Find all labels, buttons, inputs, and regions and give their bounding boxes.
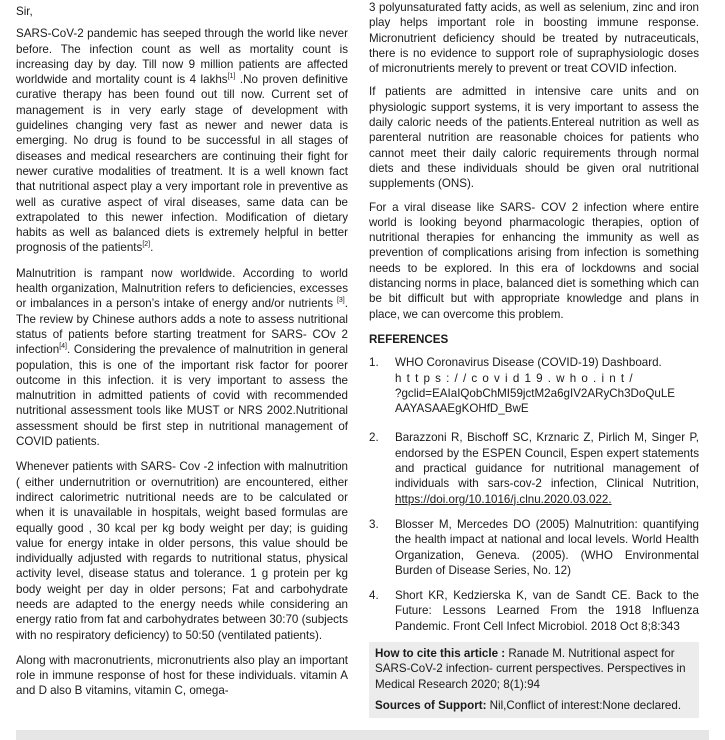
citation-box [369, 642, 699, 718]
sources-of-support-label: Sources of Support: [375, 698, 487, 712]
sources-of-support-text: Nil,Conflict of interest:None declared. [486, 698, 682, 712]
paragraph-6: If patients are admitted in intensive care units and on physiologic support systems, it is very important to assess the daily caloric needs of the patients.Entereal nutrition as well as parenteral nutrition are reasonable choices for patients who cannot meet their daily caloric requirements through normal diets and these individuals should be given oral nutritional supplements (ONS). [369, 85, 699, 191]
citation-4: [4] [59, 343, 67, 351]
reference-url-query[interactable]: ?gclid=EAIaIQobChMI59jctM2a6gIV2ARyCh3DoQuLE AAYASAAEgKOHfD_BwE [395, 386, 676, 416]
reference-item-3 [369, 517, 699, 578]
paragraph-2 [16, 266, 348, 450]
reference-item-2 [369, 430, 699, 506]
reference-item-4 [369, 588, 699, 634]
paragraph-3: Whenever patients with SARS- Cov -2 infection with malnutrition ( either undernutrition or overnutrition) are encountered, either indirect calorimetric nutritional needs are to be calculated or when it is unavailable in hospitals, weight based formulas are equally good , 30 kcal per kg body weight per day; is guiding value for energy intake in older persons, this value should be individually adjusted with regards to nutritional status, physical activity level, disease status and tolerance. 1 g protein per kg body weight per day in older persons; Fat and carbohydrate needs are adapted to the energy needs while considering an energy ratio from fat and carbohydrates between 30:70 (subjects with no respiratory deficiency) to 50:50 (ventilated patients). [16, 460, 348, 642]
doi-link[interactable]: https://doi.org/10.1016/j.clnu.2020.03.022. [395, 492, 612, 506]
reference-number: 3. [369, 517, 379, 531]
paragraph-7: For a viral disease like SARS- COV 2 infection where entire world is looking beyond pharmacologic therapies, option of nutritional therapies for enhancing the immunity as well as prevention of complications arising from infection is something needs to be explored. In this era of lockdowns and social distancing norms in place, balanced diet is something which can be bit difficult but with appropriate knowledge and plans in place, we can overcome this problem. [369, 200, 699, 321]
references-heading: REFERENCES [369, 332, 449, 346]
paragraph-1-text-b: .No proven definitive curative therapy has been found out till now. Current set of management is in very early stage of development with guidelines changing very fast as newer and newer data is emerging. No drug is found to be successful in all stages of diseases and medical researchers are continuing their fight for newer curative modalities of treatment. It is a well known fact that nutritional aspect play a very important role in preventive as well as curative aspect of viral diseases, same data can be extrapolated to this newer infection. Modification of dietary habits as well as balanced diets is extremely helpful in better prognosis of the patients [16, 73, 348, 255]
citation-2: [2] [142, 241, 151, 249]
paragraph-1-text-a: SARS-CoV-2 pandemic has seeped through the world like never before. The infection count as well as mortality count is increasing day by day. Till now 9 million patients are affected worldwide and mortality count is 4 lakhs [16, 27, 348, 87]
how-to-cite-label: How to cite this article : [375, 646, 506, 660]
reference-item-1 [369, 355, 699, 416]
reference-url[interactable]: https://covid19.who.int/ [395, 371, 638, 385]
reference-number: 2. [369, 431, 379, 445]
reference-text: WHO Coronavirus Disease (COVID-19) Dashboard. [395, 356, 662, 370]
citation-1: [1] [227, 73, 236, 81]
paragraph-4: Along with macronutrients, micronutrients also play an important role in immune response of host for these individuals. vitamin A and D also B vitamins, vitamin C, omega- [16, 653, 348, 698]
sources-of-support [375, 698, 693, 713]
paragraph-1-text-c: . [150, 241, 154, 255]
reference-text: Barazzoni R, Bischoff SC, Krznaric Z, Pirlich M, Singer P, endorsed by the ESPEN Council, Espen expert statements and practical guidance for nutritional management of individuals with sars-cov-2 infection, Clinical Nutrition, [395, 431, 699, 491]
left-column [16, 0, 348, 705]
paragraph-2-text-a: Malnutrition is rampant now worldwide. According to world health organization, Malnutrition refers to deficiencies, excesses or imbalances in a person’s intake of energy and/or nutrients [16, 266, 348, 311]
reference-text: Blosser M, Mercedes DO (2005) Malnutrition: quantifying the health impact at national and local levels. World Health Organization, Geneva. (2005). (WHO Environmental Burden of Disease Series, No. 12) [395, 517, 699, 577]
citation-3: [3] [336, 297, 345, 305]
how-to-cite-text: Ranade M. Nutritional aspect for SARS-CoV-2 infection- current perspectives. Perspectives in Medical Research 2020; 8(1):94 [375, 646, 686, 691]
how-to-cite [375, 646, 693, 692]
paragraph-2-text-b: . The review by Chinese authors adds a note to assess nutritional status of patients before starting treatment for SARS- COv 2 infection [16, 297, 348, 357]
salutation: Sir, [16, 5, 33, 18]
paragraph-5: 3 polyunsaturated fatty acids, as well as selenium, zinc and iron play helps important role in boosting immune response. Micronutrient deficiency should be treated by nutraceuticals, there is no evidence to support role of supraphysiologic doses of micronutrients merely to prevent or treat COVID infection. [369, 1, 699, 76]
paragraph-1 [16, 26, 348, 255]
paragraph-2-text-c: . Considering the prevalence of malnutrition in general population, this is one of the important risk factor for poorer outcome in this infection. it is very important to assess the malnutrition in admitted patients of covid with recommended nutritional assessment tools like MUST or NRS 2002.Nutritional assessment should be first step in nutritional management of COVID patients. [16, 343, 348, 449]
reference-number: 1. [369, 356, 379, 370]
reference-number: 4. [369, 589, 379, 603]
footer-strip [16, 730, 709, 740]
right-column [369, 0, 699, 718]
reference-text: Short KR, Kedzierska K, van de Sandt CE. Back to the Future: Lessons Learned From the 1918 Influenza Pandemic. Front Cell Infect Microbiol. 2018 Oct 8;8:343 [395, 589, 699, 633]
